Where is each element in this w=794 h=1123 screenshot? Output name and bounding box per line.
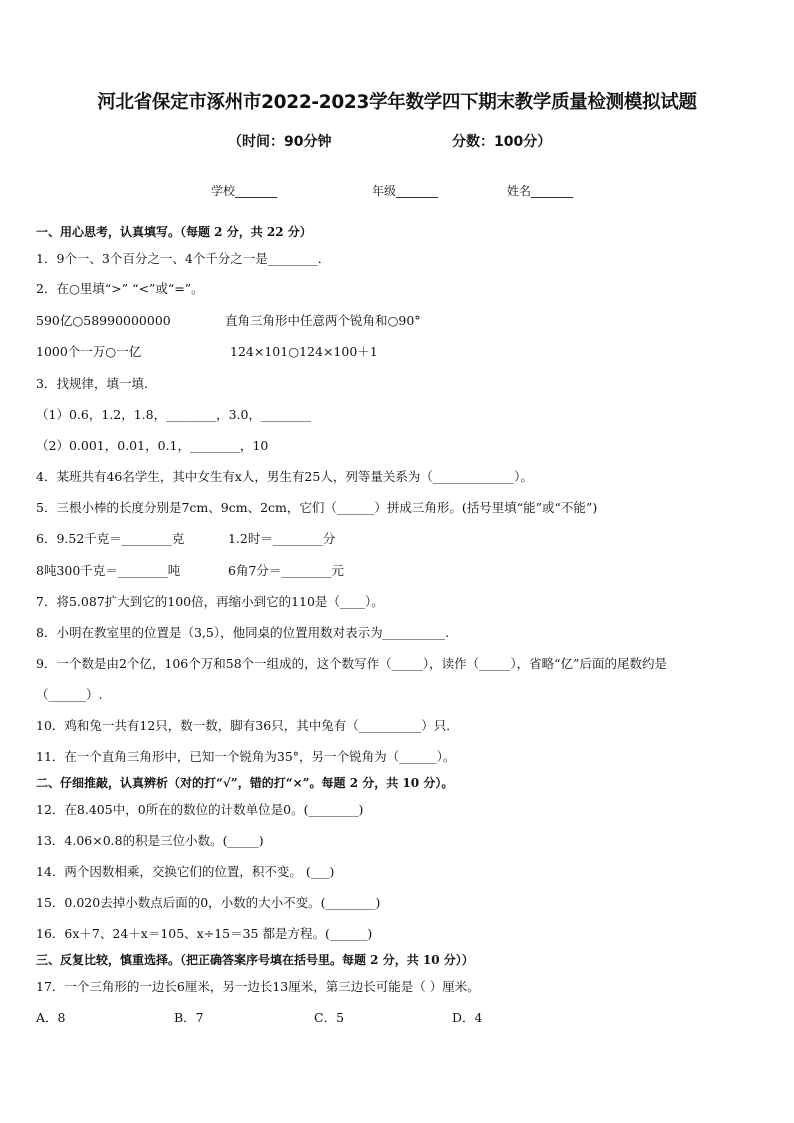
question-10: 10．鸡和兔一共有12只，数一数，脚有36只，其中兔有（__________）只． (36, 718, 459, 733)
question-6b: 1.2时＝________分 (228, 531, 336, 546)
question-9-continued: （______）. (36, 687, 103, 702)
question-16: 16．6x＋7、24＋x＝105、x÷15＝35 都是方程。(______) (36, 926, 373, 941)
page-title: 河北省保定市涿州市2022-2023学年数学四下期末教学质量检测模拟试题 (97, 92, 697, 113)
question-11: 11．在一个直角三角形中，已知一个锐角为35°，另一个锐角为（______）。 (36, 749, 456, 764)
question-15: 15．0.020去掉小数点后面的0，小数的大小不变。(________) (36, 895, 381, 910)
question-2b: 直角三角形中任意两个锐角和○90° (225, 313, 421, 328)
question-4: 4．某班共有46名学生，其中女生有x人，男生有25人，列等量关系为（_____________）。 (36, 469, 533, 484)
question-5: 5．三根小棒的长度分别是7cm、9cm、2cm，它们（______）拼成三角形。(括号里填“能”或“不能”) (36, 500, 598, 515)
question-6a: 6．9.52千克＝________克 (36, 531, 185, 546)
question-3a: （1）0.6，1.2，1.8，________，3.0，________ (36, 407, 311, 422)
question-3: 3．找规律，填一填． (36, 376, 157, 391)
exam-score: 分数：100分） (452, 134, 552, 150)
section-2-heading: 二、仔细推敲，认真辨析（对的打“√”，错的打“×”。每题 2 分，共 10 分）。 (36, 776, 454, 790)
question-8: 8．小明在教室里的位置是（3,5），他同桌的位置用数对表示为__________. (36, 625, 450, 640)
question-9: 9．一个数是由2个亿，106个万和58个一组成的，这个数写作（_____），读作（_____），省略“亿”后面的尾数约是 (36, 656, 667, 671)
option-c: C．5 (314, 1010, 345, 1025)
name-field: 姓名_______ (507, 184, 574, 198)
question-2: 2．在○里填“>” “<”或“=”。 (36, 281, 204, 296)
question-2d: 124×101○124×100＋1 (230, 344, 378, 359)
question-1: 1．9个一、3个百分之一、4个千分之一是________． (36, 251, 331, 266)
question-12: 12．在8.405中，0所在的数位的计数单位是0。(________) (36, 802, 364, 817)
question-7: 7．将5.087扩大到它的100倍，再缩小到它的110是（____）。 (36, 594, 384, 609)
option-d: D．4 (452, 1010, 483, 1025)
section-1-heading: 一、用心思考，认真填写。（每题 2 分，共 22 分） (36, 225, 312, 239)
option-b: B．7 (174, 1010, 204, 1025)
school-field: 学校_______ (211, 184, 278, 198)
question-14: 14．两个因数相乘，交换它们的位置，积不变。 (___) (36, 864, 335, 879)
question-3b: （2）0.001，0.01，0.1，________，10 (36, 438, 269, 453)
grade-field: 年级_______ (372, 184, 439, 198)
question-13: 13．4.06×0.8的积是三位小数。(_____) (36, 833, 264, 848)
question-6c: 8吨300千克＝________吨 (36, 563, 181, 578)
question-2c: 1000个一万○一亿 (36, 344, 142, 359)
section-3-heading: 三、反复比较，慎重选择。（把正确答案序号填在括号里。每题 2 分，共 10 分）） (36, 953, 474, 967)
question-6d: 6角7分＝________元 (228, 563, 344, 578)
exam-time: （时间：90分钟 (228, 134, 332, 150)
question-17: 17．一个三角形的一边长6厘米，另一边长13厘米，第三边长可能是（ ）厘米。 (36, 979, 480, 994)
question-2a: 590亿○58990000000 (36, 313, 171, 328)
option-a: A．8 (36, 1010, 66, 1025)
